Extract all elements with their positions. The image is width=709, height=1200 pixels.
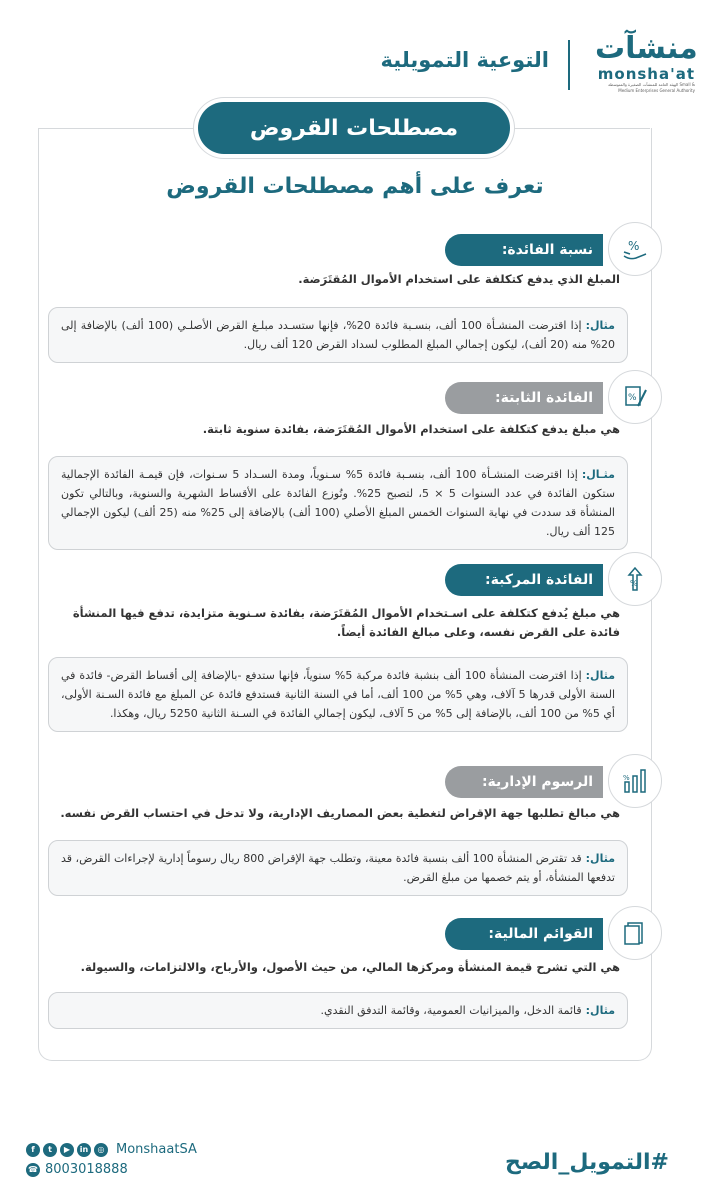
section-definition: هي مبلغ يدفع كتكلفة على استخدام الأموال المُقتَرَضة، بفائدة سنوية ثابتة. xyxy=(202,422,620,436)
social-links xyxy=(26,1142,197,1157)
page-header-title: التوعية التمويلية xyxy=(380,48,549,72)
section-example xyxy=(48,840,628,896)
social-handle[interactable]: MonshaatSA xyxy=(116,1142,197,1157)
header-divider xyxy=(568,40,570,90)
page-title: مصطلحات القروض xyxy=(198,102,510,154)
section-heading-fixed-interest: الفائدة الثابتة: xyxy=(445,382,603,414)
example-text: إذا اقترضت المنشـأة 100 ألف، بنسـبة فائدة 5% سـنوياً، ومدة السـداد 5 سـنوات، فإن قيمـة الفائدة الإجمالية ستكون الفائدة في عدد السنوات 5 × 5، لتصبح 25%. وتُوزع الفائدة على الأقساط الشهرية والسنوية، وبالتالي تكون المنشأة قد سددت في نهاية السنوات الخمس المبلغ الأصلي (100 ألف) بالإضافة إلى 25% منه (25 ألف) ليكون الإجمالي 125 ألف ريال. xyxy=(61,468,615,538)
example-text: قد تقترض المنشأة 100 ألف بنسبة فائدة معينة، وتطلب جهة الإقراض 800 ريال رسوماً إدارية لإجراءات القرض، قد تدفعها المنشأة، أو يتم خصمها من مبلغ القرض. xyxy=(61,852,615,884)
svg-text:%: % xyxy=(628,239,640,253)
section-definition: المبلغ الذي يدفع كتكلفة على استخدام الأموال المُقتَرَضة. xyxy=(298,272,620,286)
example-text: قائمة الدخل، والميزانيات العمومية، وقائمة التدفق النقدي. xyxy=(320,1004,582,1017)
example-label: مثـال: xyxy=(581,468,615,481)
section-example xyxy=(48,456,628,550)
example-label: مثال: xyxy=(585,319,615,332)
example-text: إذا اقترضت المنشأة 100 ألف بنشبة فائدة مركبة 5% سنوياً، فإنها ستدفع -بالإضافة إلى أقساط القرض- فائدة في السنة الأولى قدرها 5 آلاف، وهي 5% من 100 ألف، أما في السنة الثانية فستدفع فائدة عن المبلغ مع فائدة السـنة الأولى، أي 5% من 100 ألف، بالإضافة إلى 5% من 5 آلاف، ليكون إجمالي الفائدة في السـنة الثانية 5250 ريال، وهكذا. xyxy=(61,669,616,720)
instagram-icon[interactable]: ◎ xyxy=(94,1143,108,1157)
twitter-icon[interactable]: t xyxy=(43,1143,57,1157)
percent-growth-icon xyxy=(608,552,662,606)
svg-text:%: % xyxy=(623,774,630,782)
percent-hand-icon xyxy=(608,222,662,276)
section-example xyxy=(48,657,628,732)
documents-icon xyxy=(608,906,662,960)
section-heading-compound-interest: الفائدة المركبة: xyxy=(445,564,603,596)
page-subtitle: تعرف على أهم مصطلحات القروض xyxy=(166,174,544,199)
logo xyxy=(595,31,698,93)
logo-arabic: منشآت xyxy=(595,31,698,66)
section-definition: هي مبلغ يُدفع كتكلفة على اسـتخدام الأموال المُقتَرَضة، بفائدة سـنوية متزايدة، تدفع فيها المنشأة فائدة على القرض نفسه، وعلى مبالغ الفائدة أيضاً. xyxy=(72,606,620,639)
section-definition: هي مبالغ تطلبها جهة الإقراض لتغطية بعض المصاريف الإدارية، ولا تدخل في احتساب القرض نفسه. xyxy=(60,806,620,820)
example-label: مثال: xyxy=(585,669,616,682)
section-heading-interest-rate: نسبة الفائدة: xyxy=(445,234,603,266)
facebook-icon[interactable]: f xyxy=(26,1143,40,1157)
phone-number[interactable]: 8003018888 xyxy=(45,1162,128,1177)
example-text: إذا اقترضت المنشـأة 100 ألف، بنسـبة فائدة 20%، فإنها ستسـدد مبلـغ القرض الأصلـي (100 ألف) بالإضافة إلى 20% منه (20 ألف)، ليكون إجمالي المبلغ المطلوب لسداد القرض 120 ألف ريال. xyxy=(61,319,615,351)
section-heading-admin-fees: الرسوم الإدارية: xyxy=(445,766,603,798)
logo-english: monsha'at xyxy=(597,65,695,83)
linkedin-icon[interactable]: in xyxy=(77,1143,91,1157)
section-heading-financial-statements: القوائم المالية: xyxy=(445,918,603,950)
example-label: مثال: xyxy=(585,1004,615,1017)
percent-chart-icon xyxy=(608,754,662,808)
svg-text:%: % xyxy=(630,579,638,588)
hashtag: #التمويل_الصح xyxy=(505,1150,669,1175)
phone-icon: ☎ xyxy=(26,1163,40,1177)
document-pen-icon xyxy=(608,370,662,424)
section-example xyxy=(48,307,628,363)
svg-text:%: % xyxy=(628,393,637,403)
phone-contact xyxy=(26,1162,128,1177)
section-definition: هي التي تشرح قيمة المنشأة ومركزها المالي، من حيث الأصول، والأرباح، والالتزامات، والسيولة. xyxy=(80,960,620,974)
example-label: مثال: xyxy=(585,852,616,865)
youtube-icon[interactable]: ▶ xyxy=(60,1143,74,1157)
logo-subtitle: الهيئة العامة للمنشآت الصغيرة والمتوسطة Small & Medium Enterprises General Authority xyxy=(608,82,695,93)
section-example xyxy=(48,992,628,1029)
